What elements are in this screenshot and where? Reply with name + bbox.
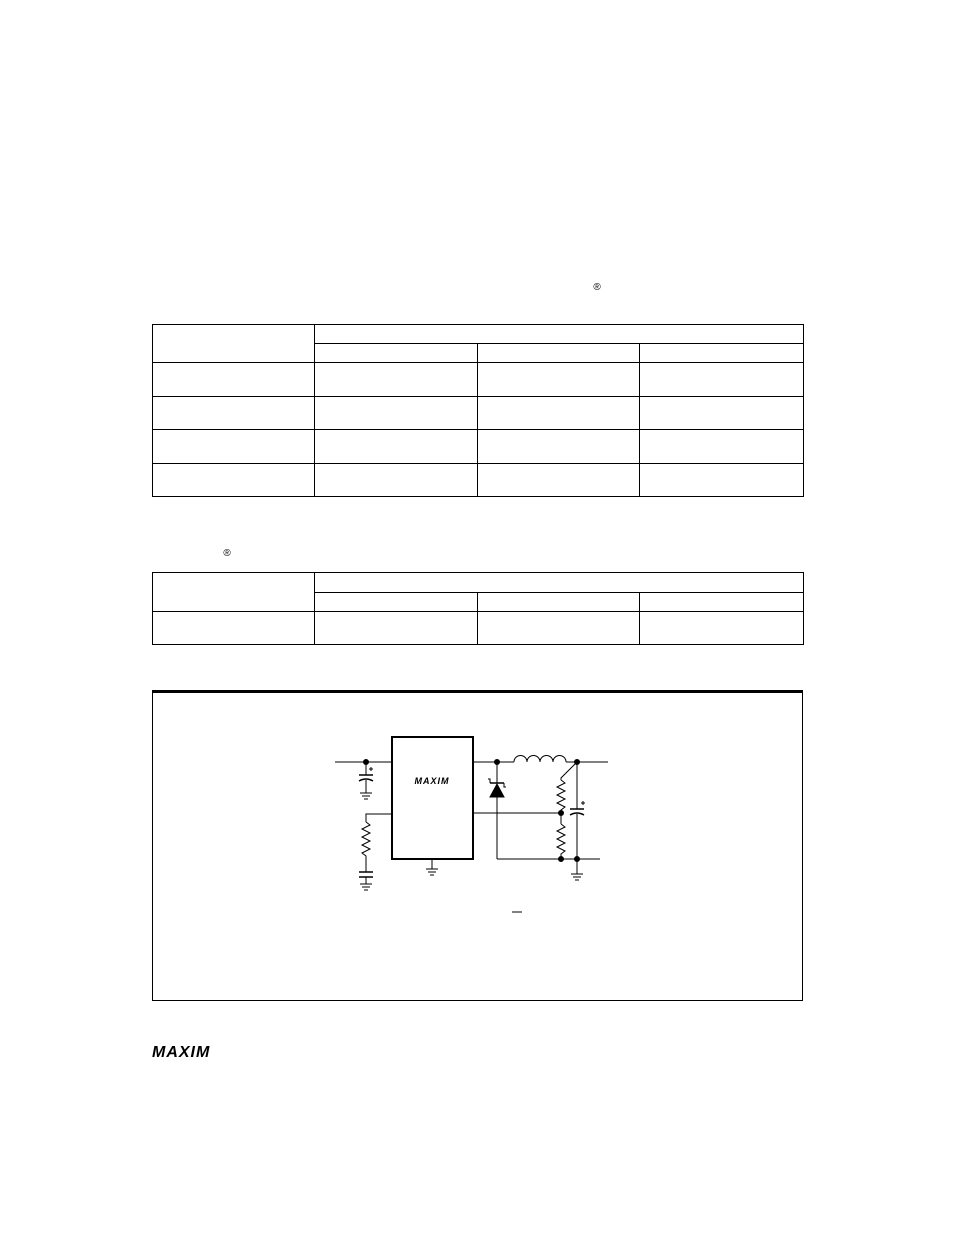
ground-symbol <box>571 874 583 880</box>
ic-body <box>392 737 473 859</box>
svg-text:MAXIM: MAXIM <box>152 1044 211 1061</box>
ground-symbol <box>360 884 372 890</box>
registered-mark: ® <box>223 548 231 559</box>
schottky-diode <box>488 762 506 859</box>
compensation-resistor <box>362 822 370 872</box>
svg-text:MAXIM: MAXIM <box>414 776 450 786</box>
feedback-resistor-top <box>557 780 565 824</box>
compensation-wire <box>366 814 392 822</box>
registered-mark: ® <box>593 282 601 293</box>
ground-symbol <box>360 793 372 799</box>
ground-symbol <box>426 869 438 875</box>
maxim-logo <box>152 1043 244 1059</box>
feedback-resistor-bottom <box>557 824 565 859</box>
input-capacitor <box>359 762 373 793</box>
compensation-capacitor <box>359 872 373 884</box>
inductor <box>514 756 566 763</box>
ic-maxim-logo <box>415 776 450 786</box>
